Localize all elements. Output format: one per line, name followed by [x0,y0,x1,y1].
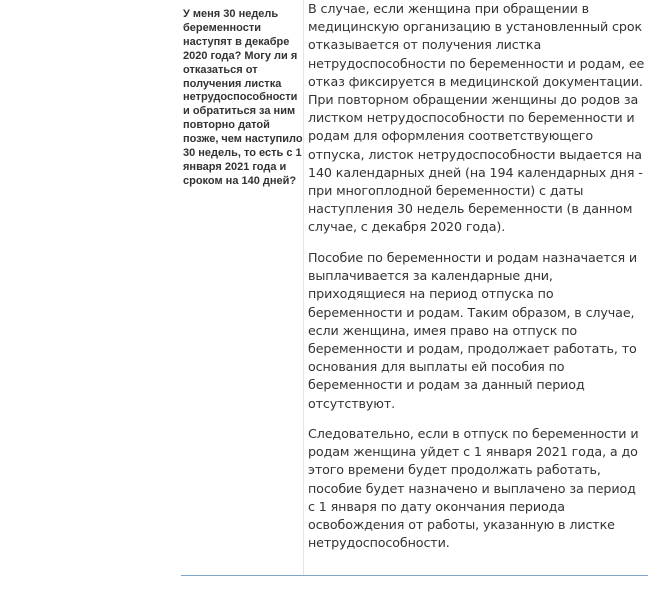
answer-paragraph-1: В случае, если женщина при обращении в медицинскую организацию в установленный срок отказывается от получения листка нетрудоспособности по беременности и родам, ее отказ фиксируется в медицинской документации. При повторном обращении женщины до родов за листком нетрудоспособности по беременности и родам для оформления соответствующего отпуска, листок нетрудоспособности выдается на 140 календарных дней (на 194 календарных дня - при многоплодной беременности) с даты наступления 30 недель беременности (в данном случае, с декабря 2020 года). [308,1,645,235]
question-cell [181,0,304,575]
answer-paragraph-2: Пособие по беременности и родам назначается и выплачивается за календарные дни, приходящиеся на период отпуска по беременности и родам. Таким образом, в случае, если женщина, имея право на отпуск по беременности и родам, продолжает работать, то основания для выплаты ей пособия по беременности и родам за данный период отсутствуют. [308,249,637,411]
question-text: У меня 30 недель беременности наступят в декабре 2020 года? Могу ли я отказаться от получения листка нетрудоспособности и обратиться за ним повторно датой позже, чем наступило 30 недель, то есть с 1 января 2021 года и сроком на 140 дней? [183,8,303,187]
qa-table [181,0,648,575]
table-bottom-divider [181,575,648,576]
answer-paragraph-3: Следовательно, если в отпуск по беременности и родам женщина уйдет с 1 января 2021 года, а до этого времени будет продолжать работать, пособие будет назначено и выплачено за период с 1 января по дату окончания периода освобождения от работы, указанную в листке нетрудоспособности. [308,426,639,551]
answer-cell [308,0,646,565]
